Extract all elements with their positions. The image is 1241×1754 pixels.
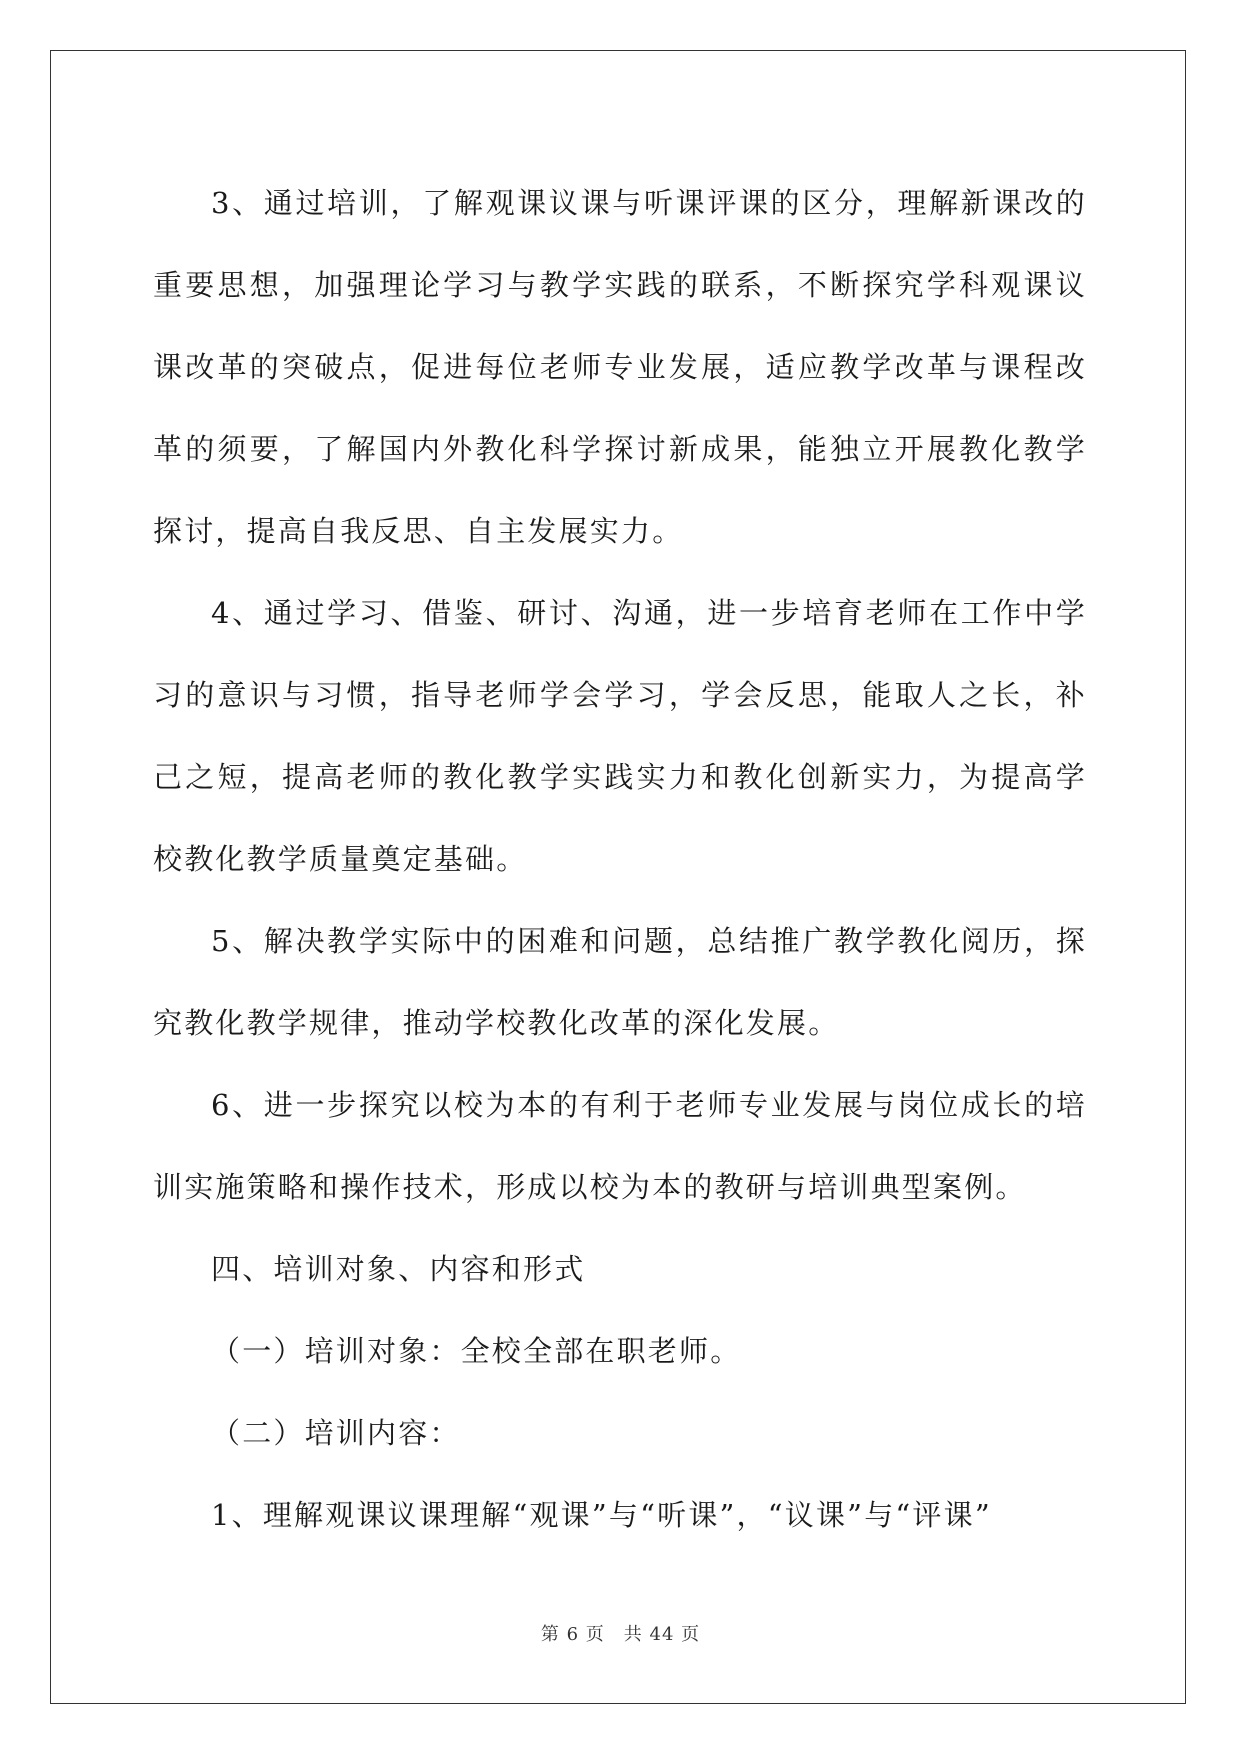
- paragraph-4: 4、通过学习、借鉴、研讨、沟通，进一步培育老师在工作中学习的意识与习惯，指导老师学会学习，学会反思，能取人之长，补己之短，提高老师的教化教学实践实力和教化创新实力，为提高学校教化教学质量奠定基础。: [153, 596, 1087, 876]
- subsection-heading-1: （一）培训对象：全校全部在职老师。: [211, 1334, 742, 1368]
- document-body: [153, 162, 1087, 1556]
- subsection-heading-2: （二）培训内容：: [211, 1416, 461, 1450]
- paragraph-5: 5、解决教学实际中的困难和问题，总结推广教学教化阅历，探究教化教学规律，推动学校教化改革的深化发展。: [153, 924, 1087, 1040]
- page-footer: 第 6 页 共 44 页: [540, 1624, 701, 1645]
- paragraph-6: 6、进一步探究以校为本的有利于老师专业发展与岗位成长的培训实施策略和操作技术，形成以校为本的教研与培训典型案例。: [153, 1088, 1087, 1204]
- paragraph-3: 3、通过培训，了解观课议课与听课评课的区分，理解新课改的重要思想，加强理论学习与教学实践的联系，不断探究学科观课议课改革的突破点，促进每位老师专业发展，适应教学改革与课程改革的须要，了解国内外教化科学探讨新成果，能独立开展教化教学探讨，提高自我反思、自主发展实力。: [153, 186, 1087, 548]
- section-heading-4: 四、培训对象、内容和形式: [211, 1252, 586, 1286]
- list-item-1: 1、理解观课议课理解“观课”与“听课”，“议课”与“评课”: [211, 1498, 992, 1532]
